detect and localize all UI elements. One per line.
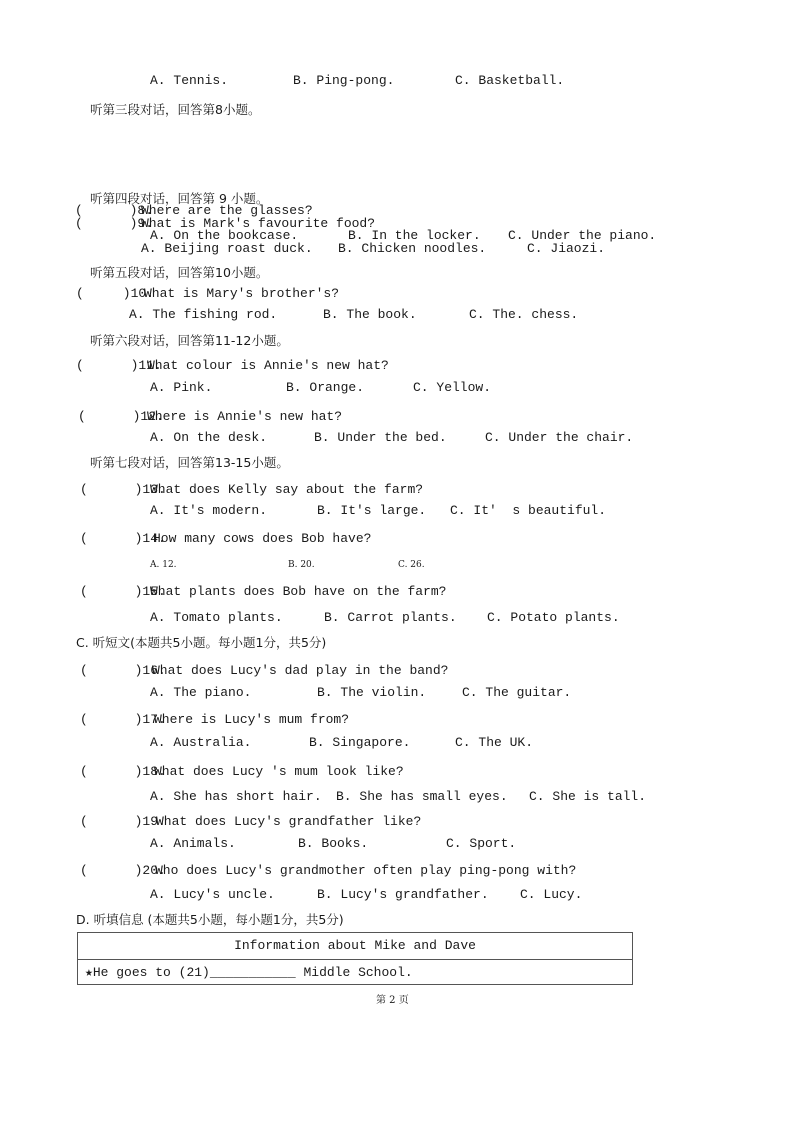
q11-question: What colour is Annie's new hat? — [147, 358, 389, 373]
q9-option-c: C. Jiaozi. — [527, 241, 606, 256]
q19-option-a: A. Animals. — [150, 836, 236, 851]
q13-option-c: C. It' s beautiful. — [450, 503, 607, 518]
q7-option-c: C. Basketball. — [455, 73, 565, 88]
q20-question: Who does Lucy's grandmother often play ping-pong with? — [155, 863, 577, 878]
q12-option-c: C. Under the chair. — [485, 430, 634, 445]
q15-option-a: A. Tomato plants. — [150, 610, 283, 625]
q20-option-c: C. Lucy. — [520, 887, 583, 902]
q15-question: What plants does Bob have on the farm? — [150, 584, 447, 599]
q18-option-b: B. She has small eyes. — [336, 789, 508, 804]
q18-option-c: C. She is tall. — [529, 789, 647, 804]
info-table-title: Information about Mike and Dave — [78, 933, 632, 960]
q9-paren: ( )9. — [75, 216, 154, 231]
q14-option-b: B. 20. — [288, 560, 315, 570]
q14-paren: ( )14. — [80, 531, 166, 546]
q13-option-a: A. It's modern. — [150, 503, 268, 518]
part-d-heading: D. 听填信息 (本题共5小题，每小题1分，共5分) — [76, 912, 344, 927]
q7-option-b: B. Ping-pong. — [293, 73, 395, 88]
section-7-heading: 听第七段对话，回答第13-15小题。 — [90, 455, 289, 470]
q16-question: What does Lucy's dad play in the band? — [152, 663, 449, 678]
section-5-heading: 听第五段对话，回答第10小题。 — [90, 265, 269, 280]
q19-option-b: B. Books. — [298, 836, 369, 851]
q17-question: Where is Lucy's mum from? — [154, 712, 350, 727]
q11-option-c: C. Yellow. — [413, 380, 492, 395]
info-table-row-21: ★He goes to (21)___________ Middle School. — [85, 965, 413, 980]
q8-option-b: B. In the locker. — [348, 228, 481, 243]
q9-option-b: B. Chicken noodles. — [338, 241, 487, 256]
q15-option-b: B. Carrot plants. — [324, 610, 457, 625]
q12-question: Where is Annie's new hat? — [147, 409, 343, 424]
q19-question: What does Lucy's grandfather like? — [156, 814, 422, 829]
q13-option-b: B. It's large. — [317, 503, 427, 518]
q18-option-a: A. She has short hair. — [150, 789, 322, 804]
q13-paren: ( )13. — [80, 482, 166, 497]
q20-option-b: B. Lucy's grandfather. — [317, 887, 489, 902]
q7-option-a: A. Tennis. — [150, 73, 229, 88]
q8-option-a: A. On the bookcase. — [150, 228, 299, 243]
q14-option-a: A. 12. — [150, 560, 177, 570]
q15-paren: ( )15. — [80, 584, 166, 599]
page-number: 第 2 页 — [376, 995, 409, 1006]
q10-option-c: C. The. chess. — [469, 307, 579, 322]
q14-question: How many cows does Bob have? — [153, 531, 372, 546]
q15-option-c: C. Potato plants. — [487, 610, 620, 625]
q8-paren: ( )8. — [75, 203, 154, 218]
q14-option-c: C. 26. — [398, 560, 425, 570]
q20-option-a: A. Lucy's uncle. — [150, 887, 275, 902]
q12-paren: ( )12. — [78, 409, 164, 424]
q8-question: Where are the glasses? — [141, 203, 313, 218]
q19-option-c: C. Sport. — [446, 836, 517, 851]
q18-question: What does Lucy 's mum look like? — [154, 764, 404, 779]
q13-question: What does Kelly say about the farm? — [150, 482, 424, 497]
q8-option-c: C. Under the piano. — [508, 228, 657, 243]
q20-paren: ( )20. — [80, 863, 166, 878]
section-6-heading: 听第六段对话，回答第11-12小题。 — [90, 333, 289, 348]
q16-paren: ( )16. — [80, 663, 166, 678]
q10-option-a: A. The fishing rod. — [129, 307, 278, 322]
q17-option-c: C. The UK. — [455, 735, 534, 750]
q11-option-b: B. Orange. — [286, 380, 365, 395]
q9-option-a: A. Beijing roast duck. — [141, 241, 313, 256]
q12-option-a: A. On the desk. — [150, 430, 268, 445]
q11-paren: ( )11. — [76, 358, 162, 373]
section-4-heading: 听第四段对话，回答第 9 小题。 — [90, 191, 269, 206]
q17-paren: ( )17. — [80, 712, 166, 727]
q19-paren: ( )19. — [80, 814, 166, 829]
info-table — [77, 932, 633, 985]
q10-option-b: B. The book. — [323, 307, 417, 322]
q16-option-a: A. The piano. — [150, 685, 252, 700]
q10-question: What is Mary's brother's? — [144, 286, 340, 301]
q16-option-c: C. The guitar. — [462, 685, 572, 700]
q9-question: What is Mark's favourite food? — [141, 216, 376, 231]
part-c-heading: C. 听短文(本题共5小题。每小题1分，共5分) — [76, 635, 327, 650]
section-3-heading: 听第三段对话，回答第8小题。 — [90, 102, 261, 117]
q16-option-b: B. The violin. — [317, 685, 427, 700]
q11-option-a: A. Pink. — [150, 380, 213, 395]
q12-option-b: B. Under the bed. — [314, 430, 447, 445]
q18-paren: ( )18. — [80, 764, 166, 779]
q17-option-b: B. Singapore. — [309, 735, 411, 750]
q10-paren: ( )10. — [76, 286, 155, 301]
q17-option-a: A. Australia. — [150, 735, 252, 750]
